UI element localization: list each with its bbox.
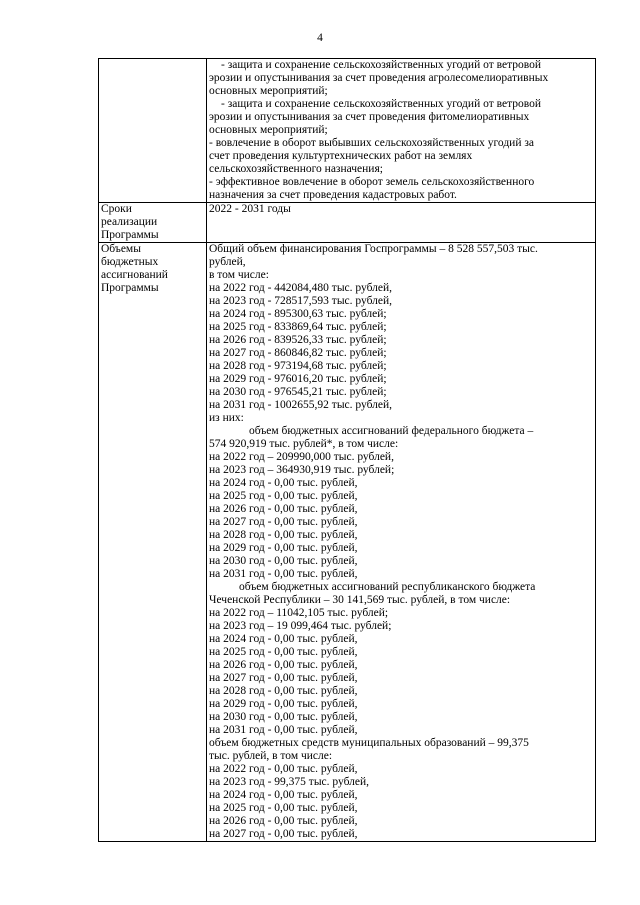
text-line: - защита и сохранение сельскохозяйственных угодий от ветровой [221,59,541,71]
program-passport-table [98,58,596,842]
text-line: на 2022 год - 0,00 тыс. рублей, [209,763,358,775]
budget-allocations-list [207,243,596,842]
text-line: на 2027 год - 860846,82 тыс. рублей; [209,347,387,359]
text-line: на 2031 год - 1002655,92 тыс. рублей, [209,399,393,411]
text-line: основных мероприятий; [209,124,328,136]
text-line: - защита и сохранение сельскохозяйственных угодий от ветровой [221,98,541,110]
text-line: Общий объем финансирования Госпрограммы – 8 528 557,503 тыс. [209,243,538,255]
text-line: Чеченской Республики – 30 141,569 тыс. рублей, в том числе: [209,594,511,606]
text-line: на 2029 год - 976016,20 тыс. рублей; [209,373,387,385]
text-line: на 2025 год - 0,00 тыс. рублей, [209,490,358,502]
table-row-implementation-period [99,203,596,243]
text-line: на 2025 год - 833869,64 тыс. рублей; [209,321,387,333]
text-line: из них: [209,412,244,424]
text-line: на 2023 год – 19 099,464 тыс. рублей; [209,620,392,632]
text-line: на 2025 год - 0,00 тыс. рублей, [209,646,358,658]
text-line: на 2024 год - 0,00 тыс. рублей, [209,789,358,801]
table-row-objectives [99,59,596,203]
text-line: эрозии и опустынивания за счет проведения фитомелиоративных [209,111,530,123]
text-line: на 2030 год - 0,00 тыс. рублей, [209,711,358,723]
text-line: эрозии и опустынивания за счет проведения агролесомелиоративных [209,72,549,84]
text-line: на 2027 год - 0,00 тыс. рублей, [209,516,358,528]
text-line: 574 920,919 тыс. рублей*, в том числе: [209,438,399,450]
text-line: в том числе: [209,269,269,281]
text-line: на 2022 год – 209990,000 тыс. рублей, [209,451,394,463]
text-line: на 2030 год - 0,00 тыс. рублей, [209,555,358,567]
table-row-budget-allocations [99,243,596,842]
text-line: основных мероприятий; [209,85,328,97]
text-line: на 2027 год - 0,00 тыс. рублей, [209,672,358,684]
label-line: Программы [101,282,159,294]
text-line: на 2030 год - 976545,21 тыс. рублей; [209,386,387,398]
label-line: ассигнований [101,269,168,281]
text-line: на 2028 год - 0,00 тыс. рублей, [209,685,358,697]
text-line: на 2029 год - 0,00 тыс. рублей, [209,542,358,554]
implementation-period-label [99,203,207,243]
text-line: на 2023 год - 99,375 тыс. рублей, [209,776,370,788]
text-line: счет проведения культуртехнических работ на землях [209,150,473,162]
text-line: на 2026 год - 839526,33 тыс. рублей; [209,334,387,346]
text-line: - вовлечение в оборот выбывших сельскохозяйственных угодий за [209,137,535,149]
text-line: объем бюджетных ассигнований республиканского бюджета [239,581,536,593]
text-line: на 2027 год - 0,00 тыс. рублей, [209,828,358,840]
label-line: бюджетных [101,256,159,268]
implementation-period-value: 2022 - 2031 годы [209,203,291,215]
text-line: на 2026 год - 0,00 тыс. рублей, [209,815,358,827]
text-line: на 2023 год – 364930,919 тыс. рублей; [209,464,395,476]
page-number: 4 [317,32,323,44]
text-line: на 2024 год - 0,00 тыс. рублей, [209,633,358,645]
text-line: назначения за счет проведения кадастровых работ. [209,189,457,201]
text-line: на 2025 год - 0,00 тыс. рублей, [209,802,358,814]
text-line: объем бюджетных средств муниципальных образований – 99,375 [209,737,529,749]
label-line: Сроки [101,203,132,215]
text-line: на 2026 год - 0,00 тыс. рублей, [209,659,358,671]
label-line: реализации [101,216,158,228]
text-line: рублей, [209,256,246,268]
text-line: на 2029 год - 0,00 тыс. рублей, [209,698,358,710]
implementation-period-value-cell [207,203,596,243]
label-line: Объемы [101,243,141,255]
text-line: сельскохозяйственного назначения; [209,163,383,175]
text-line: на 2024 год - 0,00 тыс. рублей, [209,477,358,489]
text-line: на 2023 год - 728517,593 тыс. рублей, [209,295,393,307]
text-line: на 2028 год - 0,00 тыс. рублей, [209,529,358,541]
text-line: - эффективное вовлечение в оборот земель сельскохозяйственного [209,176,535,188]
text-line: объем бюджетных ассигнований федерального бюджета – [249,425,534,437]
text-line: на 2022 год – 11042,105 тыс. рублей; [209,607,389,619]
label-line: Программы [101,229,159,241]
text-line: на 2028 год - 973194,68 тыс. рублей; [209,360,387,372]
text-line: на 2024 год - 895300,63 тыс. рублей; [209,308,387,320]
objectives-list [207,59,596,203]
text-line: на 2026 год - 0,00 тыс. рублей, [209,503,358,515]
text-line: на 2022 год - 442084,480 тыс. рублей, [209,282,393,294]
budget-allocations-label [99,243,207,842]
row-label-empty [99,59,207,203]
text-line: на 2031 год - 0,00 тыс. рублей, [209,724,358,736]
text-line: на 2031 год - 0,00 тыс. рублей, [209,568,358,580]
text-line: тыс. рублей, в том числе: [209,750,333,762]
